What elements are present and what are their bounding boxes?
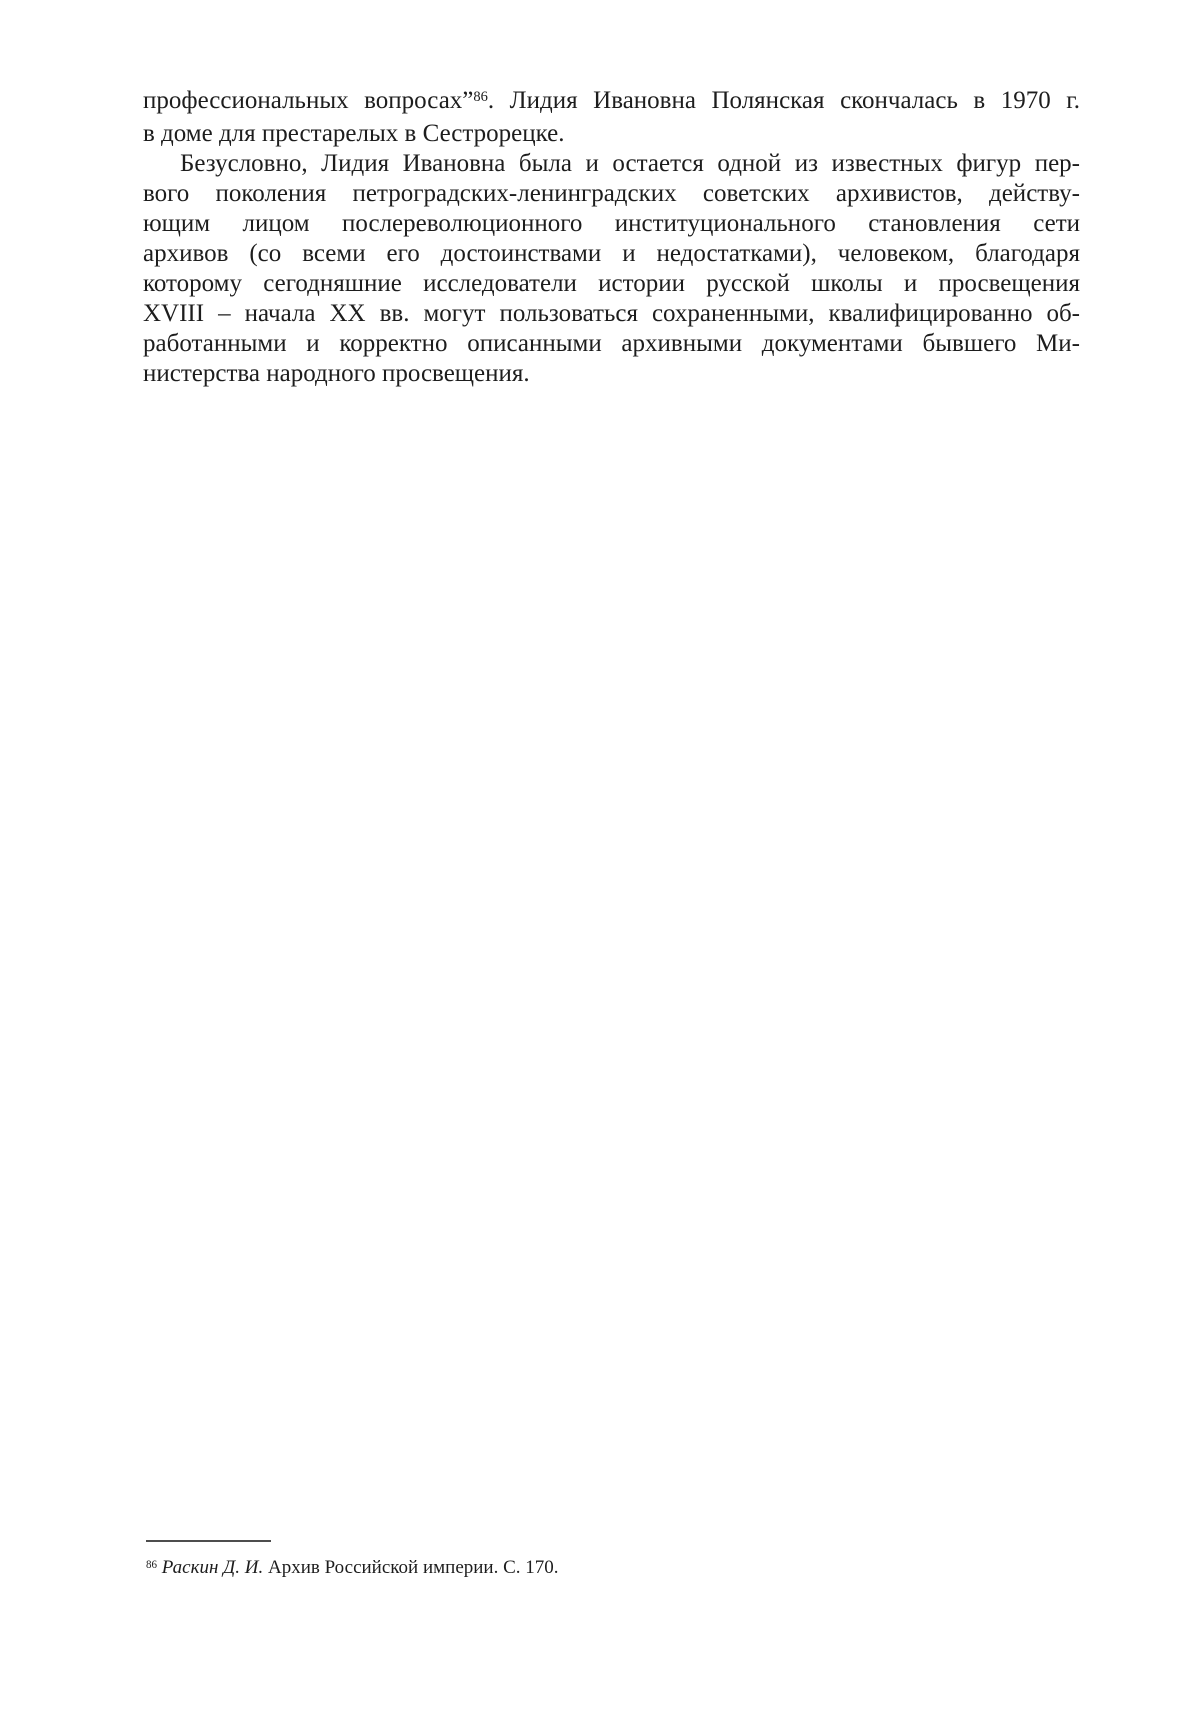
text-line (143, 329, 1080, 359)
text-line (143, 86, 1080, 119)
footnote-text (146, 1556, 1046, 1582)
text-segment: Безусловно, Лидия Ивановна была и остается одной из известных фигур пер- (180, 150, 1080, 177)
text-segment: нистерства народного просвещения. (143, 360, 530, 387)
text-segment: архивов (со всеми его достоинствами и недостатками), человеком, благодаря (143, 240, 1080, 267)
footnote-reference-superscript: 86 (473, 88, 488, 105)
body-text (143, 86, 1080, 389)
text-line (143, 239, 1080, 269)
text-line (143, 299, 1080, 329)
text-segment: XVIII – начала XX вв. могут пользоваться сохраненными, квалифицированно об- (143, 300, 1080, 327)
italic-text: Раскин Д. И. (161, 1557, 264, 1578)
footnote-rule (146, 1540, 271, 1542)
text-segment: в доме для престарелых в Сестрорецке. (143, 120, 565, 147)
text-line (143, 179, 1080, 209)
footnote-reference-superscript: 86 (146, 1558, 158, 1571)
text-line (143, 359, 1080, 389)
text-segment: профессиональных вопросах” (143, 87, 474, 114)
text-segment: ющим лицом послереволюционного институционального становления сети (143, 210, 1080, 237)
text-segment: . Лидия Ивановна Полянская скончалась в 1970 г. (487, 87, 1080, 114)
text-line (143, 269, 1080, 299)
text-line (143, 149, 1080, 179)
text-segment: вого поколения петроградских-ленинградских советских архивистов, действу- (143, 180, 1080, 207)
text-segment: Архив Российской империи. С. 170. (263, 1557, 559, 1578)
text-line (143, 209, 1080, 239)
text-segment: работанными и корректно описанными архивными документами бывшего Ми- (143, 330, 1080, 357)
text-segment: которому сегодняшние исследователи истории русской школы и просвещения (143, 270, 1080, 297)
text-line (143, 119, 1080, 149)
